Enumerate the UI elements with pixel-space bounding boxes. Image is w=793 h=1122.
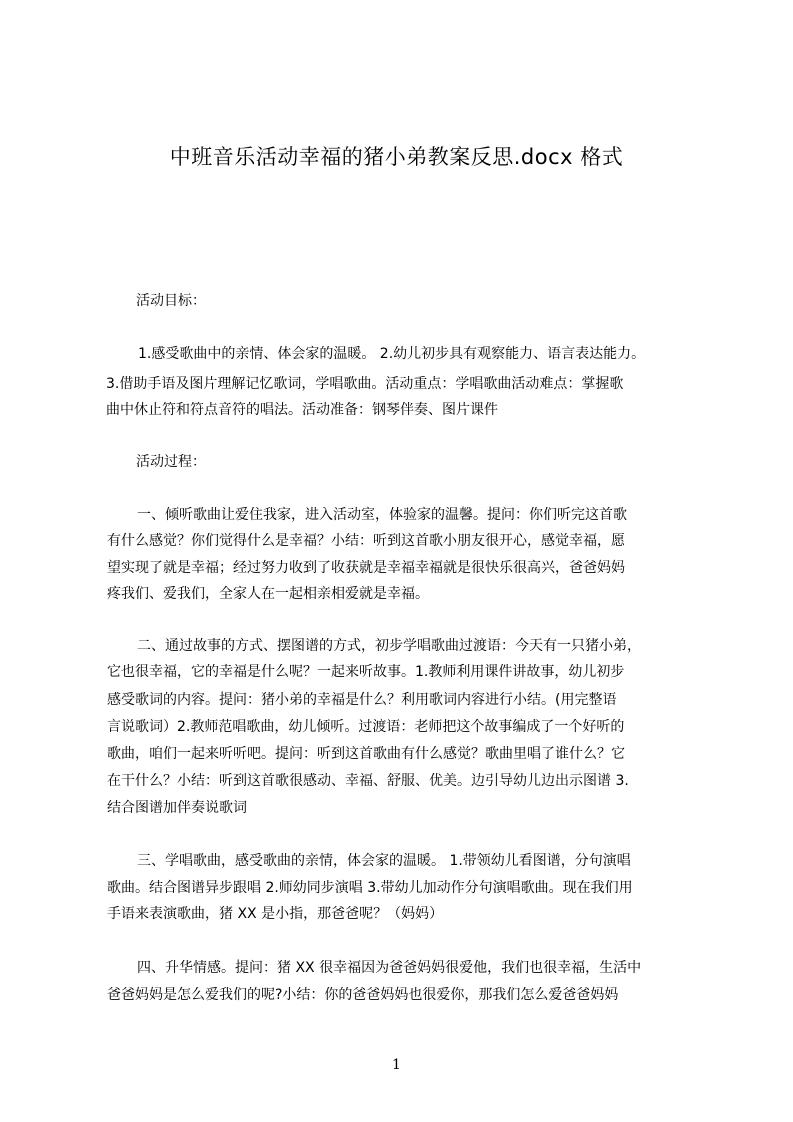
text-line: 歌曲。结合图谱异步跟唱 2.师幼同步演唱 3.带幼儿加动作分句演唱歌曲。现在我们用 [107,880,633,896]
text-line: 二、通过故事的方式、摆图谱的方式，初步学唱歌曲过渡语：今天有一只猪小弟， [137,638,641,654]
text-line: 手语来表演歌曲，猪 XX 是小指，那爸爸呢？（妈妈） [107,906,444,922]
text-line: 望实现了就是幸福；经过努力收到了收获就是幸福幸福就是很快乐很高兴，爸爸妈妈 [107,560,625,576]
text-line: 3.借助手语及图片理解记忆歌词，学唱歌曲。活动重点：学唱歌曲活动难点：掌握歌 [106,376,624,392]
text-line: 在干什么？小结：听到这首歌很感动、幸福、舒服、优美。边引导幼儿边出示图谱 3. [107,773,629,789]
section-heading-goals: 活动目标： [136,293,206,309]
text-line: 言说歌词）2.教师范唱歌曲，幼儿倾听。过渡语：老师把这个故事编成了一个好听的 [107,719,625,735]
text-line: 曲中休止符和符点音符的唱法。活动准备：钢琴伴奏、图片课件 [106,402,498,418]
text-line: 一、倾听歌曲让爱住我家，进入活动室，体验家的温馨。提问：你们听完这首歌 [137,507,627,523]
text-line: 感受歌词的内容。提问：猪小弟的幸福是什么？利用歌词内容进行小结。(用完整语 [107,692,617,708]
text-line: 歌曲，咱们一起来听听吧。提问：听到这首歌曲有什么感觉？歌曲里唱了谁什么？它 [107,746,625,762]
page-number: 1 [392,1057,401,1073]
document-title: 中班音乐活动幸福的猪小弟教案反思.docx 格式 [169,145,624,169]
section-heading-process: 活动过程： [136,454,206,470]
text-line: 有什么感觉？你们觉得什么是幸福？小结：听到这首歌小朋友很开心，感觉幸福，愿 [107,533,625,549]
text-line: 1.感受歌曲中的亲情、体会家的温暖。 2.幼儿初步具有观察能力、语言表达能力。 [138,346,646,362]
text-line: 结合图谱加伴奏说歌词 [107,800,247,816]
text-line: 三、学唱歌曲，感受歌曲的亲情，体会家的温暖。 1.带领幼儿看图谱，分句演唱 [137,853,631,869]
text-line: 爸爸妈妈是怎么爱我们的呢?小结：你的爸爸妈妈也很爱你，那我们怎么爱爸爸妈妈 [107,987,619,1003]
text-line: 疼我们、爱我们，全家人在一起相亲相爱就是幸福。 [107,586,429,602]
text-line: 它也很幸福，它的幸福是什么呢？一起来听故事。1.教师利用课件讲故事，幼儿初步 [107,664,625,680]
text-line: 四、升华情感。提问：猪 XX 很幸福因为爸爸妈妈很爱他，我们也很幸福，生活中 [137,960,642,976]
